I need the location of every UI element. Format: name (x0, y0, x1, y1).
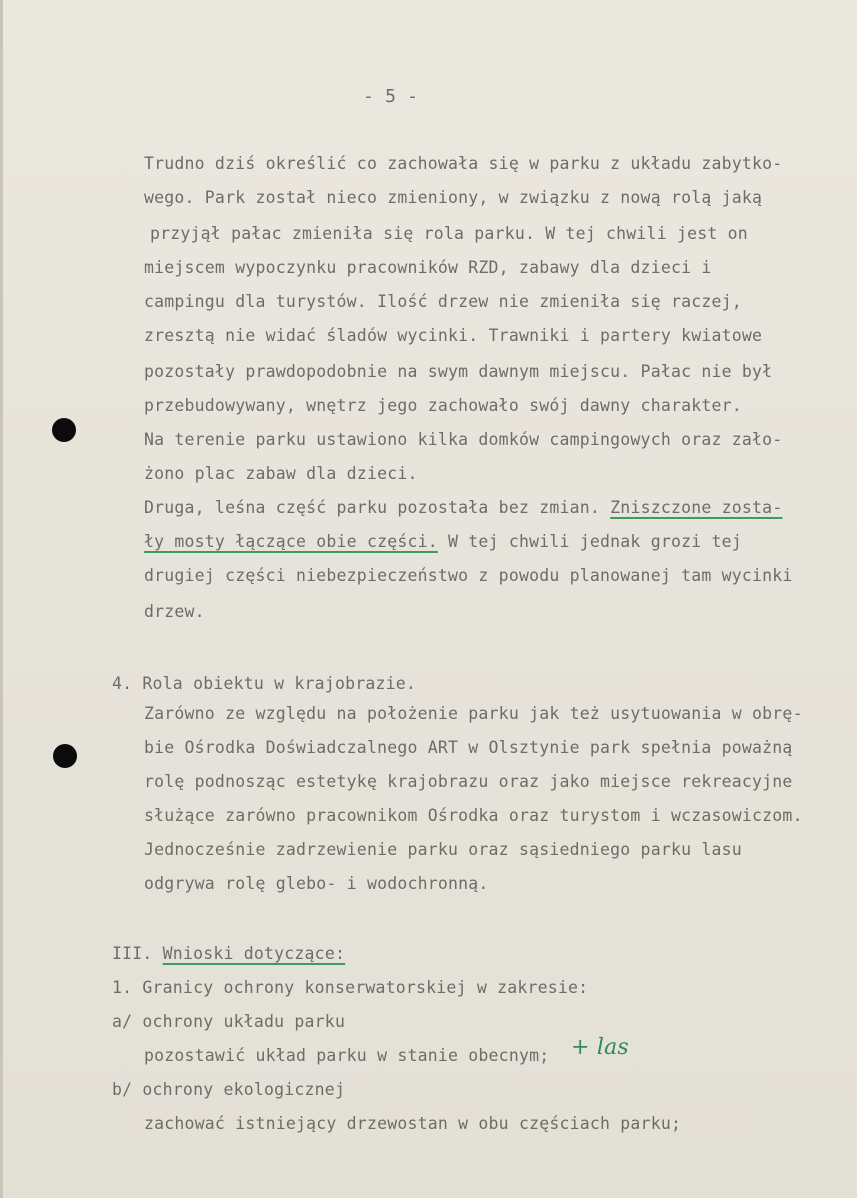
paragraph1-line: przyjął pałac zmieniła się rola parku. W tej chwili jest on (150, 224, 748, 243)
paragraph1-line: miejscem wypoczynku pracowników RZD, zabawy dla dzieci i (144, 258, 712, 277)
paragraph2-text: W tej chwili jednak grozi tej (437, 532, 742, 551)
item-b-detail: zachować istniejący drzewostan w obu częściach parku; (144, 1114, 682, 1133)
paragraph1-line: pozostały prawdopodobnie na swym dawnym miejscu. Pałac nie był (144, 362, 773, 381)
paragraph1-line: przebudowywany, wnętrz jego zachowało swój dawny charakter. (144, 396, 742, 415)
section4-heading: 4. Rola obiektu w krajobrazie. (112, 674, 417, 693)
section4-line: służące zarówno pracownikom Ośrodka oraz turystom i wczasowiczom. (144, 806, 803, 825)
section3-heading (112, 946, 345, 963)
paragraph1-line: Na terenie parku ustawiono kilka domków campingowych oraz zało- (144, 430, 783, 449)
item-1: 1. Granicy ochrony konserwatorskiej w zakresie: (112, 978, 589, 997)
paragraph1-line: żono plac zabaw dla dzieci. (144, 464, 418, 483)
item-a-detail: pozostawić układ parku w stanie obecnym; (144, 1046, 550, 1065)
section3-title: Wnioski dotyczące: (162, 944, 346, 963)
page-number: - 5 - (363, 86, 419, 107)
section4-line: Jednocześnie zadrzewienie parku oraz sąsiedniego parku lasu (144, 840, 742, 859)
paragraph2-text: Druga, leśna część parku pozostała bez zmian. (144, 498, 611, 517)
section4-line: Zarówno ze względu na położenie parku jak też usytuowania w obrę- (144, 704, 803, 723)
item-a: a/ ochrony układu parku (112, 1012, 346, 1031)
paragraph1-line: campingu dla turystów. Ilość drzew nie zmieniła się raczej, (144, 292, 742, 311)
paragraph2-line (144, 534, 742, 551)
section4-line: bie Ośrodka Doświadczalnego ART w Olsztynie park spełnia poważną (144, 738, 793, 757)
punch-hole-top (52, 418, 76, 442)
green-underlined-text: Zniszczone zosta- (610, 498, 783, 517)
paragraph1-line: wego. Park został nieco zmieniony, w związku z nową rolą jaką (144, 188, 763, 207)
item-b: b/ ochrony ekologicznej (112, 1080, 346, 1099)
green-underlined-text: ły mosty łączące obie części. (144, 532, 438, 551)
paragraph2-line: drzew. (144, 602, 205, 621)
punch-hole-bottom (53, 744, 77, 768)
paragraph1-line: Trudno dziś określić co zachowała się w parku z układu zabytko- (144, 154, 783, 173)
section4-line: rolę podnosząc estetykę krajobrazu oraz jako miejsce rekreacyjne (144, 772, 793, 791)
paragraph2-line (144, 500, 782, 517)
paragraph1-line: zresztą nie widać śladów wycinki. Trawniki i partery kwiatowe (144, 326, 763, 345)
handwritten-note: + las (571, 1035, 629, 1060)
section4-line: odgrywa rolę glebo- i wodochronną. (144, 874, 489, 893)
section3-number: III. (112, 944, 163, 963)
paragraph2-line: drugiej części niebezpieczeństwo z powodu planowanej tam wycinki (144, 566, 793, 585)
page-edge (0, 0, 3, 1198)
